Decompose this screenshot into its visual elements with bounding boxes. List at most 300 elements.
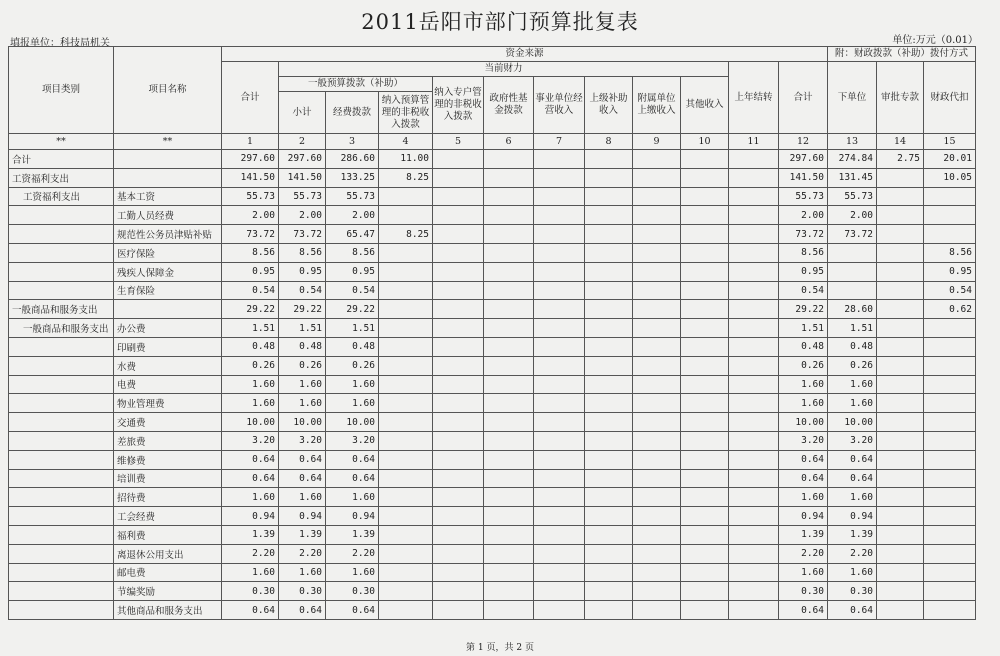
item-name-cell: 工会经费 — [114, 507, 222, 526]
value-cell — [681, 206, 729, 225]
value-cell — [633, 243, 681, 262]
table-row — [9, 601, 976, 620]
category-cell — [9, 243, 114, 262]
value-cell — [379, 394, 433, 413]
value-cell — [585, 431, 633, 450]
value-cell — [633, 431, 681, 450]
header-category: 项目类别 — [9, 47, 114, 134]
value-cell — [534, 507, 585, 526]
value-cell — [633, 507, 681, 526]
value-cell — [484, 281, 534, 300]
column-index-cell: 3 — [326, 134, 379, 150]
value-cell — [484, 563, 534, 582]
value-cell — [877, 206, 924, 225]
value-cell: 1.60 — [279, 563, 326, 582]
category-cell — [9, 225, 114, 244]
category-cell — [9, 469, 114, 488]
value-cell — [433, 601, 484, 620]
header-approval: 审批专款 — [877, 62, 924, 134]
value-cell — [877, 243, 924, 262]
value-cell: 73.72 — [222, 225, 279, 244]
value-cell — [681, 262, 729, 281]
value-cell — [633, 582, 681, 601]
value-cell — [433, 413, 484, 432]
header-subtotal: 小计 — [279, 92, 326, 134]
value-cell: 29.22 — [779, 300, 828, 319]
value-cell — [877, 563, 924, 582]
table-row — [9, 337, 976, 356]
value-cell — [877, 225, 924, 244]
category-cell: 一般商品和服务支出 — [9, 319, 114, 338]
value-cell — [729, 187, 779, 206]
table-row — [9, 469, 976, 488]
value-cell — [877, 413, 924, 432]
value-cell — [729, 243, 779, 262]
value-cell: 0.48 — [779, 337, 828, 356]
value-cell: 0.94 — [828, 507, 877, 526]
value-cell — [633, 187, 681, 206]
value-cell — [484, 243, 534, 262]
value-cell — [585, 281, 633, 300]
header-gov-fund: 政府性基金拨款 — [484, 77, 534, 134]
item-name-cell: 办公费 — [114, 319, 222, 338]
value-cell — [729, 225, 779, 244]
value-cell — [729, 168, 779, 187]
value-cell — [585, 582, 633, 601]
value-cell — [433, 582, 484, 601]
value-cell — [633, 601, 681, 620]
value-cell — [877, 469, 924, 488]
value-cell: 55.73 — [222, 187, 279, 206]
value-cell — [633, 394, 681, 413]
value-cell — [633, 488, 681, 507]
value-cell — [379, 601, 433, 620]
column-index-cell: 14 — [877, 134, 924, 150]
value-cell: 11.00 — [379, 150, 433, 169]
category-cell: 工资福利支出 — [9, 187, 114, 206]
value-cell — [534, 281, 585, 300]
value-cell — [924, 394, 976, 413]
value-cell — [433, 488, 484, 507]
value-cell: 1.60 — [828, 488, 877, 507]
value-cell — [433, 300, 484, 319]
value-cell: 8.56 — [222, 243, 279, 262]
item-name-cell: 工勤人员经费 — [114, 206, 222, 225]
value-cell — [924, 337, 976, 356]
value-cell — [924, 469, 976, 488]
value-cell — [729, 488, 779, 507]
value-cell: 2.00 — [779, 206, 828, 225]
table-row — [9, 507, 976, 526]
value-cell: 1.60 — [779, 488, 828, 507]
value-cell: 1.60 — [279, 375, 326, 394]
value-cell — [729, 563, 779, 582]
value-cell: 1.60 — [222, 563, 279, 582]
table-row — [9, 488, 976, 507]
column-index-cell: ** — [114, 134, 222, 150]
value-cell — [433, 375, 484, 394]
column-index-cell: 8 — [585, 134, 633, 150]
value-cell — [681, 582, 729, 601]
value-cell — [484, 582, 534, 601]
value-cell — [534, 187, 585, 206]
value-cell — [484, 488, 534, 507]
item-name-cell: 培训费 — [114, 469, 222, 488]
value-cell: 1.51 — [828, 319, 877, 338]
value-cell — [924, 582, 976, 601]
column-index-cell: 6 — [484, 134, 534, 150]
value-cell — [924, 431, 976, 450]
value-cell — [729, 337, 779, 356]
category-cell — [9, 262, 114, 281]
value-cell — [379, 281, 433, 300]
value-cell — [379, 356, 433, 375]
category-cell — [9, 488, 114, 507]
value-cell: 0.54 — [924, 281, 976, 300]
value-cell — [633, 413, 681, 432]
value-cell — [633, 356, 681, 375]
value-cell: 0.64 — [779, 469, 828, 488]
value-cell: 0.94 — [222, 507, 279, 526]
value-cell — [681, 300, 729, 319]
value-cell — [534, 168, 585, 187]
value-cell: 65.47 — [326, 225, 379, 244]
value-cell: 297.60 — [279, 150, 326, 169]
value-cell — [924, 601, 976, 620]
value-cell — [433, 525, 484, 544]
value-cell: 0.54 — [779, 281, 828, 300]
value-cell: 297.60 — [779, 150, 828, 169]
header-business-income: 事业单位经营收入 — [534, 77, 585, 134]
value-cell: 10.00 — [222, 413, 279, 432]
value-cell — [729, 394, 779, 413]
category-cell — [9, 450, 114, 469]
category-cell — [9, 281, 114, 300]
value-cell — [484, 168, 534, 187]
value-cell — [433, 281, 484, 300]
value-cell: 0.94 — [779, 507, 828, 526]
value-cell: 0.95 — [326, 262, 379, 281]
value-cell — [585, 507, 633, 526]
value-cell — [585, 150, 633, 169]
header-pay-total: 合计 — [779, 62, 828, 134]
value-cell: 0.54 — [279, 281, 326, 300]
category-cell — [9, 413, 114, 432]
value-cell — [681, 281, 729, 300]
value-cell — [729, 150, 779, 169]
value-cell: 29.22 — [279, 300, 326, 319]
item-name-cell: 医疗保险 — [114, 243, 222, 262]
value-cell — [534, 431, 585, 450]
value-cell — [433, 225, 484, 244]
item-name-cell: 印刷费 — [114, 337, 222, 356]
table-row — [9, 394, 976, 413]
value-cell — [585, 300, 633, 319]
value-cell — [379, 544, 433, 563]
value-cell — [681, 469, 729, 488]
value-cell: 10.00 — [779, 413, 828, 432]
value-cell — [484, 262, 534, 281]
column-index-cell: 7 — [534, 134, 585, 150]
value-cell: 3.20 — [222, 431, 279, 450]
value-cell: 0.54 — [222, 281, 279, 300]
value-cell — [924, 225, 976, 244]
item-name-cell: 邮电费 — [114, 563, 222, 582]
value-cell: 2.20 — [279, 544, 326, 563]
value-cell — [585, 394, 633, 413]
value-cell — [924, 375, 976, 394]
value-cell: 1.51 — [326, 319, 379, 338]
value-cell: 2.20 — [326, 544, 379, 563]
item-name-cell: 生育保险 — [114, 281, 222, 300]
value-cell — [633, 262, 681, 281]
header-payment-method: 附：财政拨款（补助）拨付方式 — [828, 47, 976, 62]
table-row — [9, 563, 976, 582]
value-cell — [379, 262, 433, 281]
value-cell — [534, 488, 585, 507]
value-cell — [633, 319, 681, 338]
table-row — [9, 225, 976, 244]
value-cell: 0.64 — [279, 601, 326, 620]
value-cell — [877, 431, 924, 450]
value-cell — [681, 601, 729, 620]
value-cell: 0.94 — [279, 507, 326, 526]
value-cell — [534, 469, 585, 488]
header-lower-unit: 下单位 — [828, 62, 877, 134]
value-cell: 20.01 — [924, 150, 976, 169]
value-cell — [877, 544, 924, 563]
table-row — [9, 431, 976, 450]
currency-unit-label: 单位:万元（0.01） — [892, 35, 978, 46]
value-cell — [633, 225, 681, 244]
value-cell — [484, 431, 534, 450]
value-cell: 0.64 — [222, 450, 279, 469]
value-cell — [484, 337, 534, 356]
value-cell — [633, 150, 681, 169]
value-cell: 0.26 — [222, 356, 279, 375]
value-cell — [379, 450, 433, 469]
value-cell — [379, 413, 433, 432]
value-cell: 0.54 — [326, 281, 379, 300]
value-cell — [379, 243, 433, 262]
value-cell — [828, 243, 877, 262]
page-title: 2011岳阳市部门预算批复表 — [361, 10, 639, 34]
value-cell: 73.72 — [779, 225, 828, 244]
value-cell: 1.60 — [779, 563, 828, 582]
value-cell — [681, 356, 729, 375]
table-row — [9, 150, 976, 169]
value-cell: 0.26 — [279, 356, 326, 375]
value-cell — [433, 337, 484, 356]
category-cell — [9, 431, 114, 450]
value-cell: 8.56 — [326, 243, 379, 262]
value-cell: 0.95 — [924, 262, 976, 281]
value-cell: 55.73 — [828, 187, 877, 206]
value-cell — [633, 281, 681, 300]
value-cell — [534, 394, 585, 413]
value-cell — [877, 394, 924, 413]
value-cell — [484, 150, 534, 169]
value-cell — [924, 206, 976, 225]
table-row — [9, 413, 976, 432]
value-cell — [681, 413, 729, 432]
value-cell: 274.84 — [828, 150, 877, 169]
header-superior-subsidy: 上级补助收入 — [585, 77, 633, 134]
item-name-cell — [114, 150, 222, 169]
value-cell: 141.50 — [279, 168, 326, 187]
value-cell: 0.64 — [279, 450, 326, 469]
value-cell: 1.39 — [222, 525, 279, 544]
value-cell — [585, 356, 633, 375]
item-name-cell: 其他商品和服务支出 — [114, 601, 222, 620]
column-index-cell: 1 — [222, 134, 279, 150]
item-name-cell: 节编奖励 — [114, 582, 222, 601]
table-row — [9, 300, 976, 319]
table-row — [9, 206, 976, 225]
value-cell — [828, 281, 877, 300]
value-cell: 55.73 — [279, 187, 326, 206]
value-cell: 1.60 — [326, 375, 379, 394]
value-cell: 0.64 — [828, 469, 877, 488]
value-cell — [877, 525, 924, 544]
value-cell — [534, 601, 585, 620]
value-cell — [379, 582, 433, 601]
value-cell — [924, 187, 976, 206]
value-cell — [534, 563, 585, 582]
table-row — [9, 375, 976, 394]
fill-unit-label: 填报单位：科技局机关 — [10, 38, 110, 49]
value-cell: 0.64 — [779, 450, 828, 469]
value-cell — [681, 319, 729, 338]
value-cell: 0.64 — [222, 601, 279, 620]
value-cell: 55.73 — [779, 187, 828, 206]
value-cell — [433, 507, 484, 526]
item-name-cell: 规范性公务员津贴补贴 — [114, 225, 222, 244]
header-total: 合计 — [222, 62, 279, 134]
value-cell: 0.64 — [828, 450, 877, 469]
value-cell: 2.00 — [828, 206, 877, 225]
table-row — [9, 168, 976, 187]
category-cell — [9, 544, 114, 563]
value-cell: 2.20 — [828, 544, 877, 563]
column-index-cell: 9 — [633, 134, 681, 150]
value-cell: 2.00 — [279, 206, 326, 225]
value-cell — [633, 469, 681, 488]
value-cell — [433, 150, 484, 169]
value-cell — [729, 281, 779, 300]
value-cell — [585, 469, 633, 488]
value-cell — [877, 507, 924, 526]
category-cell — [9, 375, 114, 394]
value-cell — [433, 394, 484, 413]
item-name-cell: 基本工资 — [114, 187, 222, 206]
header-general-budget: 一般预算拨款（补助） — [279, 77, 433, 92]
value-cell — [877, 262, 924, 281]
value-cell: 1.60 — [279, 394, 326, 413]
value-cell: 0.48 — [828, 337, 877, 356]
category-cell: 工资福利支出 — [9, 168, 114, 187]
value-cell — [484, 544, 534, 563]
header-current-finance: 当前财力 — [279, 62, 729, 77]
value-cell — [924, 544, 976, 563]
value-cell — [877, 300, 924, 319]
item-name-cell: 水费 — [114, 356, 222, 375]
value-cell — [379, 507, 433, 526]
value-cell: 10.05 — [924, 168, 976, 187]
value-cell — [877, 356, 924, 375]
value-cell: 8.56 — [924, 243, 976, 262]
value-cell — [534, 262, 585, 281]
value-cell: 297.60 — [222, 150, 279, 169]
value-cell — [729, 375, 779, 394]
value-cell — [585, 337, 633, 356]
column-index-cell: ** — [9, 134, 114, 150]
value-cell — [585, 450, 633, 469]
value-cell: 55.73 — [326, 187, 379, 206]
value-cell: 133.25 — [326, 168, 379, 187]
value-cell: 2.20 — [779, 544, 828, 563]
value-cell — [681, 168, 729, 187]
value-cell: 3.20 — [279, 431, 326, 450]
value-cell — [433, 563, 484, 582]
item-name-cell — [114, 300, 222, 319]
value-cell — [729, 300, 779, 319]
value-cell — [681, 563, 729, 582]
item-name-cell: 差旅费 — [114, 431, 222, 450]
value-cell — [484, 394, 534, 413]
value-cell: 0.30 — [222, 582, 279, 601]
value-cell: 0.95 — [779, 262, 828, 281]
value-cell — [379, 525, 433, 544]
value-cell: 1.60 — [222, 394, 279, 413]
column-index-cell: 15 — [924, 134, 976, 150]
value-cell: 1.60 — [279, 488, 326, 507]
value-cell — [877, 168, 924, 187]
value-cell — [633, 563, 681, 582]
value-cell — [585, 262, 633, 281]
table-row — [9, 187, 976, 206]
value-cell — [484, 300, 534, 319]
column-index-cell: 10 — [681, 134, 729, 150]
category-cell: 合计 — [9, 150, 114, 169]
value-cell — [585, 488, 633, 507]
value-cell — [877, 601, 924, 620]
value-cell — [585, 225, 633, 244]
value-cell: 8.56 — [279, 243, 326, 262]
value-cell — [877, 281, 924, 300]
value-cell — [924, 319, 976, 338]
category-cell — [9, 525, 114, 544]
value-cell — [585, 544, 633, 563]
value-cell — [681, 507, 729, 526]
value-cell — [585, 168, 633, 187]
value-cell — [585, 525, 633, 544]
category-cell — [9, 582, 114, 601]
value-cell: 141.50 — [779, 168, 828, 187]
item-name-cell: 电费 — [114, 375, 222, 394]
value-cell: 141.50 — [222, 168, 279, 187]
value-cell: 10.00 — [279, 413, 326, 432]
value-cell — [681, 488, 729, 507]
value-cell — [585, 319, 633, 338]
item-name-cell: 福利费 — [114, 525, 222, 544]
value-cell — [484, 469, 534, 488]
value-cell — [729, 507, 779, 526]
table-row — [9, 582, 976, 601]
value-cell — [484, 187, 534, 206]
value-cell — [433, 168, 484, 187]
value-cell: 8.56 — [779, 243, 828, 262]
